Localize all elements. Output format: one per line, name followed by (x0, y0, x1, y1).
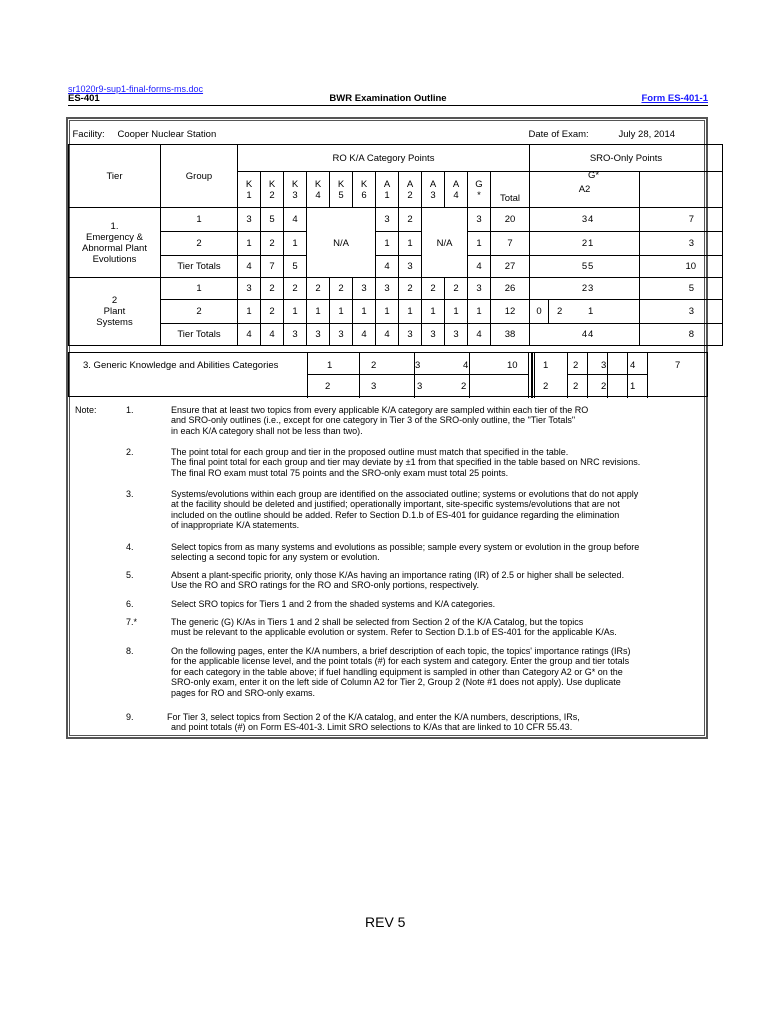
t3-sro-val-2: 2 (573, 381, 579, 392)
t3-sro-cat-3: 3 (601, 360, 607, 371)
form-header (68, 93, 708, 106)
cell: 2 (422, 278, 445, 300)
cell: 4 (376, 256, 399, 278)
tier2-group2: 2 (161, 300, 238, 324)
cell-sro-a2-left: 0 (530, 300, 549, 324)
tier3-block (68, 352, 708, 397)
cell: 4 (261, 324, 284, 346)
col-a2: A 2 (399, 172, 422, 208)
cell-na-k: N/A (307, 232, 376, 256)
t3-cat-2: 2 (371, 360, 377, 371)
ro-header: RO K/A Category Points (238, 145, 530, 172)
cell: 1 (353, 300, 376, 324)
sro-header: SRO-Only Points (530, 145, 723, 172)
form-number-link[interactable]: Form ES-401-1 (641, 93, 708, 104)
cell: 2 (330, 278, 353, 300)
cell: 3 (422, 324, 445, 346)
tier2-group1: 1 (161, 278, 238, 300)
t3-cat-4: 4 (463, 360, 469, 371)
cell: 1 (468, 232, 491, 256)
cell-total: 27 (491, 256, 530, 278)
t3-sro-cat-2: 2 (573, 360, 579, 371)
cell-sro-a2: 4 (530, 324, 640, 346)
facility-label: Facility: (72, 129, 105, 140)
cell: 1 (238, 300, 261, 324)
col-k1: K 1 (238, 172, 261, 208)
cell-empty (307, 256, 376, 278)
cell: 4 (376, 324, 399, 346)
tier2-label: 2 Plant Systems (69, 278, 161, 346)
cell: 3 (445, 324, 468, 346)
cell: 2 (261, 278, 284, 300)
t3-val-3: 3 (417, 381, 423, 392)
exam-date-label: Date of Exam: (528, 129, 589, 140)
t3-sro-cat-4: 4 (630, 360, 636, 371)
cell: 2 (284, 278, 307, 300)
cell: 4 (238, 256, 261, 278)
cell: 1 (399, 300, 422, 324)
cell-sro-g: 1 3 (640, 232, 723, 256)
cell: 4 (468, 256, 491, 278)
cell: 3 (284, 324, 307, 346)
cell: 2 (261, 300, 284, 324)
cell: 3 (399, 324, 422, 346)
cell: 2 (399, 278, 422, 300)
cell: 3 (353, 278, 376, 300)
col-k6: K 6 (353, 172, 376, 208)
cell-na-a: N/A (422, 232, 468, 256)
cell-empty (422, 208, 468, 232)
t3-val-4: 2 (461, 381, 467, 392)
cell: 3 (399, 256, 422, 278)
cell-total: 12 (491, 300, 530, 324)
cell: 4 (353, 324, 376, 346)
col-k3: K 3 (284, 172, 307, 208)
cell-empty (422, 256, 468, 278)
tier1-group2: 2 (161, 232, 238, 256)
outline-body-table (68, 207, 723, 346)
cell-sro-a2: 2 (530, 232, 640, 256)
cell: 7 (261, 256, 284, 278)
t3-cat-1: 1 (327, 360, 333, 371)
cell-sro-g: 5 10 (640, 256, 723, 278)
cell: 3 (330, 324, 353, 346)
cell: 3 (307, 324, 330, 346)
tier-header: Tier (69, 145, 161, 208)
cell-total: 38 (491, 324, 530, 346)
t3-total: 10 (507, 360, 518, 371)
cell: 1 (445, 300, 468, 324)
cell-sro-g: 1 3 (640, 300, 723, 324)
col-ro-total: Total (491, 172, 530, 208)
cell-empty (307, 208, 376, 232)
cell-total: 7 (491, 232, 530, 256)
facility-row (69, 126, 723, 145)
cell: 1 (307, 300, 330, 324)
cell-sro-a2: 5 (530, 256, 640, 278)
facility-name: Cooper Nuclear Station (117, 129, 217, 140)
tier3-label: 3. Generic Knowledge and Abilities Categories (83, 360, 279, 371)
cell: 4 (284, 208, 307, 232)
cell: 3 (238, 208, 261, 232)
cell: 3 (376, 208, 399, 232)
cell-total: 26 (491, 278, 530, 300)
cell: 3 (238, 278, 261, 300)
t3-sro-cat-1: 1 (543, 360, 549, 371)
cell-sro-a2: 3 (530, 208, 640, 232)
cell-sro-a2: 2 (530, 278, 640, 300)
tier1-label: 1. Emergency & Abnormal Plant Evolutions (69, 208, 161, 278)
cell-total: 20 (491, 208, 530, 232)
cell-sro-a2-right: 2 (549, 300, 640, 324)
t3-cat-3: 3 (415, 360, 421, 371)
tier2-totals-label: Tier Totals (161, 324, 238, 346)
cell: 1 (284, 232, 307, 256)
group-header: Group (161, 145, 238, 208)
notes-label: Note: (75, 405, 97, 415)
cell: 1 (238, 232, 261, 256)
t3-val-1: 2 (325, 381, 331, 392)
cell: 1 (284, 300, 307, 324)
cell: 2 (261, 232, 284, 256)
cell: 5 (284, 256, 307, 278)
cell-sro-g: 3 5 (640, 278, 723, 300)
cell-sro-g: 4 8 (640, 324, 723, 346)
tier1-totals-label: Tier Totals (161, 256, 238, 278)
cell: 1 (376, 232, 399, 256)
cell: 5 (261, 208, 284, 232)
col-sro-g: G* (640, 172, 723, 208)
cell: 1 (399, 232, 422, 256)
col-g: G * (468, 172, 491, 208)
cell: 1 (468, 300, 491, 324)
col-a4: A 4 (445, 172, 468, 208)
cell: 4 (238, 324, 261, 346)
col-k4: K 4 (307, 172, 330, 208)
cell: 3 (468, 278, 491, 300)
col-a1: A 1 (376, 172, 399, 208)
cell: 2 (399, 208, 422, 232)
col-a3: A 3 (422, 172, 445, 208)
t3-val-2: 3 (371, 381, 377, 392)
col-k2: K 2 (261, 172, 284, 208)
t3-sro-total: 7 (675, 360, 681, 371)
tier1-group1: 1 (161, 208, 238, 232)
cell: 2 (307, 278, 330, 300)
cell: 3 (468, 208, 491, 232)
exam-date: July 28, 2014 (618, 129, 676, 140)
examination-outline-table (68, 126, 723, 208)
form-title: BWR Examination Outline (329, 93, 447, 104)
col-sro-a2: A2 (530, 172, 640, 208)
cell-sro-g: 4 7 (640, 208, 723, 232)
cell: 2 (445, 278, 468, 300)
t3-sro-val-1: 2 (543, 381, 549, 392)
cell: 3 (376, 278, 399, 300)
col-k5: K 5 (330, 172, 353, 208)
cell: 1 (376, 300, 399, 324)
revision-label: REV 5 (365, 914, 406, 930)
t3-sro-val-3: 2 (601, 381, 607, 392)
cell: 1 (422, 300, 445, 324)
document-filename-link[interactable]: sr1020r9-sup1-final-forms-ms.doc (68, 84, 204, 94)
cell: 1 (330, 300, 353, 324)
t3-sro-val-4: 1 (630, 381, 636, 392)
cell: 4 (468, 324, 491, 346)
form-number-left: ES-401 (68, 93, 100, 104)
